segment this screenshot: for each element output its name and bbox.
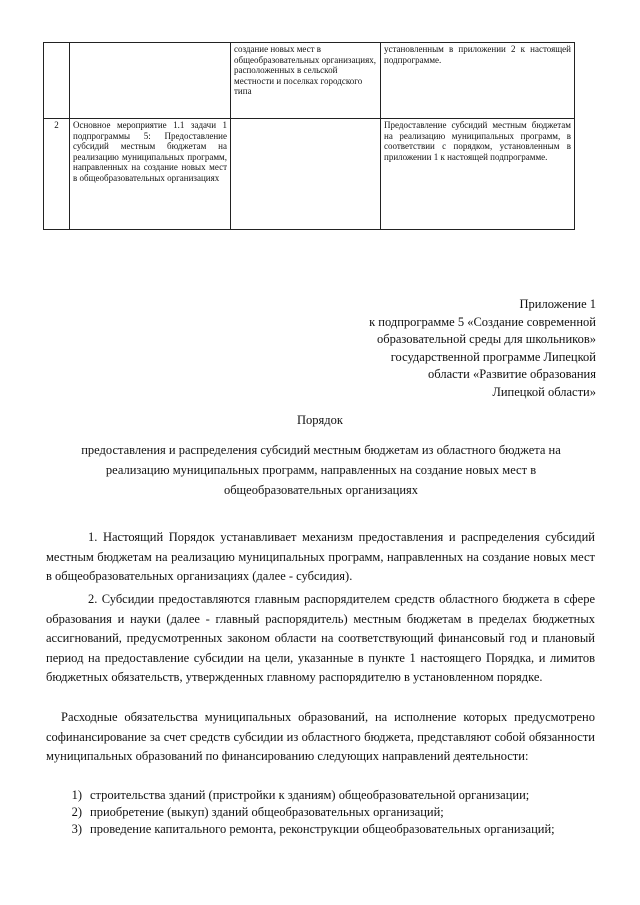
table-cell-result xyxy=(231,119,381,230)
table-cell-num: 2 xyxy=(44,119,70,230)
table-cell-result: создание новых мест в общеобразовательных организациях, расположенных в сельской местности и поселках городского типа xyxy=(231,43,381,119)
appendix-line: области «Развитие образования xyxy=(428,367,596,381)
list-item-number: 3) xyxy=(71,822,82,836)
table-cell-num xyxy=(44,43,70,119)
list-item-number: 2) xyxy=(71,805,82,819)
table-row xyxy=(44,43,575,119)
paragraph-3: Расходные обязательства муниципальных образований, на исполнение которых предусмотрено софинансирование за счет средств субсидии из областного бюджета, представляют собой обязанности муниципальных образований по финансированию следующих направлений деятельности: xyxy=(46,710,595,763)
list-item-text: строительства зданий (пристройки к зданиям) общеобразовательной организации; xyxy=(90,788,530,802)
table-cell-event xyxy=(70,43,231,119)
table-row xyxy=(44,119,575,230)
list-item-text: проведение капитального ремонта, реконструкции общеобразовательных организаций; xyxy=(90,822,555,836)
list-item-number: 1) xyxy=(71,788,82,802)
list-item-text: приобретение (выкуп) зданий общеобразовательных организаций; xyxy=(90,805,444,819)
table-cell-note: установленным в приложении 2 к настоящей подпрограмме. xyxy=(381,43,575,119)
list-item xyxy=(46,821,595,838)
subtitle-line: реализацию муниципальных программ, направленных на создание новых мест в xyxy=(105,463,537,477)
paragraph-1: 1. Настоящий Порядок устанавливает механизм предоставления и распределения субсидий местным бюджетам на реализацию муниципальных программ, направленных на создание новых мест в общеобразовательных организациях (далее - субсидия). xyxy=(46,530,595,583)
measures-table xyxy=(43,42,575,230)
appendix-line: Липецкой области» xyxy=(492,384,596,399)
list-item xyxy=(46,787,595,804)
document-title: Порядок xyxy=(297,413,343,427)
table-cell-note: Предоставление субсидий местным бюджетам на реализацию муниципальных программ, в соответствии с порядком, установленным в приложении 1 к настоящей подпрограмме. xyxy=(381,119,575,230)
appendix-line: к подпрограмме 5 «Создание современной xyxy=(369,314,596,329)
paragraph-2: 2. Субсидии предоставляются главным распорядителем средств областного бюджета в сфере образования и науки (далее - главный распорядитель) местным бюджетам в пределах бюджетных ассигнований, предусмотренных законом области на соответствующий финансовый год и плановый период на предоставление субсидии на цели, указанные в пункте 1 настоящего Порядка, и лимитов бюджетных обязательств, утвержденных главному распорядителю в установленном порядке. xyxy=(46,592,595,684)
document-subtitle xyxy=(60,440,582,500)
appendix-header xyxy=(296,296,596,401)
subtitle-line: предоставления и распределения субсидий местным бюджетам из областного бюджета на xyxy=(81,443,561,457)
list-item xyxy=(46,804,595,821)
appendix-line: Приложение 1 xyxy=(519,297,596,311)
appendix-line: государственной программе Липецкой xyxy=(390,349,596,364)
subtitle-line: общеобразовательных организациях xyxy=(223,483,419,497)
activity-list xyxy=(46,787,595,838)
table-cell-event: Основное мероприятие 1.1 задачи 1 подпрограммы 5: Предоставление субсидий местным бюджетам на реализацию муниципальных программ, направленных на создание новых мест в общеобразовательных организациях xyxy=(70,119,231,230)
appendix-line: образовательной среды для школьников» xyxy=(376,332,596,346)
